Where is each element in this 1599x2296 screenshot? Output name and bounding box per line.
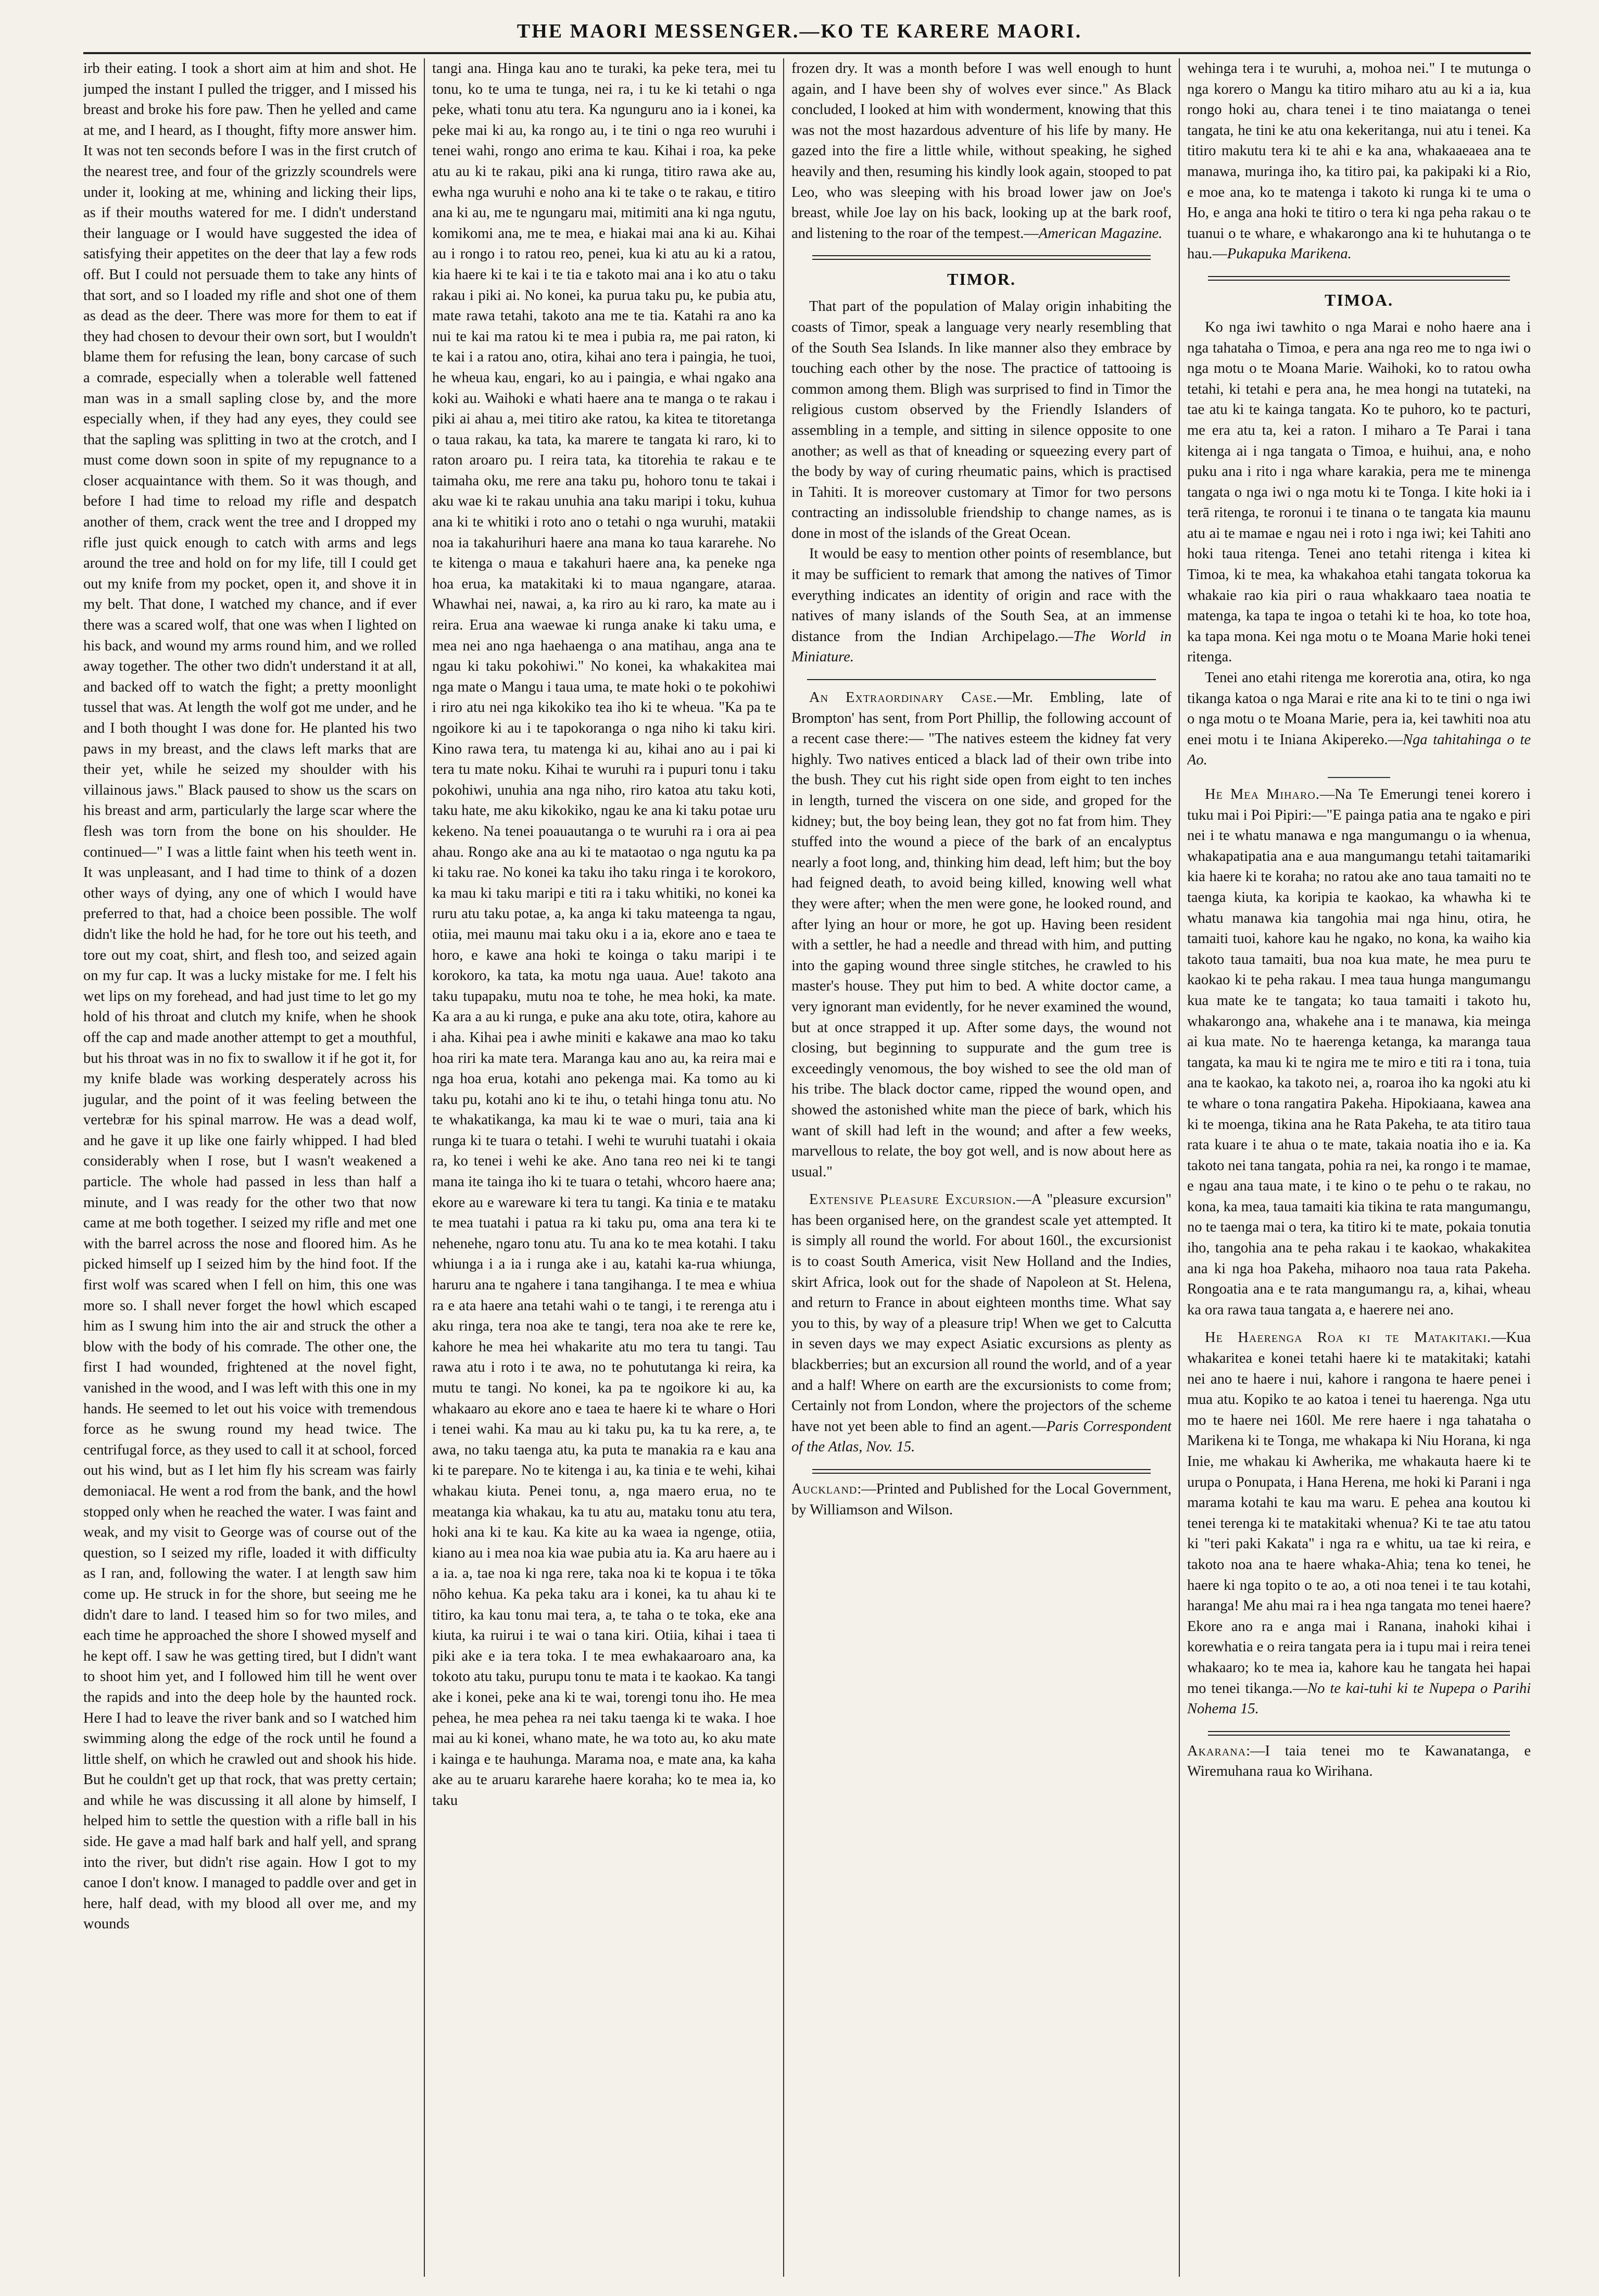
he-mea-miharo: He Mea Miharo.—Na Te Emerungi tenei korero i tuku mai i Poi Pipiri:—"E painga patia ana te ngako e piri nei i te whatu manawa e nga mangumangu o ia whenua, whakapatipatia ana e aua mangumangu tetahi taitamariki kia haere ki te koraha; no ratou ake ano taua tamaiti no te taenga kiuta, ka koripia te kaokao, ka whawha ki te whatu manawa kia tangohia mai nga hinu, otira, he tamaiti tuoi, kahore kau he ngako, no kona, ka waiho kia takoto taua tamaiti, bua noa kua mate, he mea puru te kaokao ki te peha rakau. I mea taua hunga mangumangu kua mate ke te tangata; ko taua tamaiti i takoto hu, whakarongo ana, whakehe ana i te manawa, kia meinga ai kua mate. No te haerenga ketanga, ka maranga taua tangata, ka mau ki te ngira me te miro e titi ra i tona, tuia ana te kaokao, ka takoto nei, a, roaroa iho ka ngoki atu ki te whare o tona rangatira Pakeha. Hipokiaana, kawea ana ki te moenga, tikina ana he Rata Pakeha, te ata titiro taua rata kuare i te ahua o te mate, takaia noatia iho e ia. Ka takoto nei tana tangata, pohia ra nei, ka rongo i te mamae, e ngau ana taua mate, i te kino o te pehu o te rakau, no kona, ka mea, taua tamaiti kia tikina te rata mangumangu, no te taenga mai o tera, ka titiro ki te mate, pokaia tonutia iho, tangohia ana te peha rakau i te kaokao, whakakitea ana ki nga hoa Pakeha, mihaoro noa taua rata Pakeha. Rongoatia ana e te rata mangumangu ra, a, kihai, wheau ka ora rawa taua tangata a, e haerere nei ano. — [1187, 786, 1531, 1318]
section-rule — [812, 255, 1151, 260]
column-1 — [83, 58, 417, 2277]
credit-pukapuka-marikena: Pukapuka Marikena. — [1227, 246, 1352, 262]
wolf-story-conclusion-maori: wehinga tera i te wuruhi, a, mohoa nei." I te mutunga o nga korero o Mangu ka titiro miharo atu au ki a ia, kua rongo hoki au, chara tenei i te tino maiatanga o tenei tangata, he tini ke atu ona kekeritanga, nui atu i tenei. Ka titiro makutu tera ki te ahi e ka ana, whakaaeaea ana te manawa, muringa iho, ka titiro pai, ka pakipaki ki a Rio, e moe ana, ko te matenga i takoto ki runga ki te uma o Ho, e anga ana hoki te titiro o tera ki nga peha rakau o te tuanui o te whare, e whakarongo ana ki te huhutanga o te hau.—Pukapuka Marikena. — [1187, 60, 1531, 262]
credit-world-in-miniature: The World in Miniature. — [791, 628, 1172, 666]
wolf-story-conclusion: frozen dry. It was a month before I was well enough to hunt again, and I have been shy of wolves ever since." As Black concluded, I looked at him with wonderment, knowing that this was not the most hazardous adventure of his life by many. He gazed into the fire a little while, without speaking, he sighed heavily and then, resuming his kindly look again, stooped to pat Leo, who was sleeping with his broad lower jaw on Joe's breast, while Joe lay on his back, looking up at the bark roof, and listening to the roar of the tempest.—American Magazine. — [791, 60, 1172, 242]
heading-timor: TIMOR. — [947, 270, 1016, 289]
column-separator-1 — [424, 58, 425, 2277]
he-haerenga-roa-title: He Haerenga Roa ki te Matakitaki. — [1205, 1329, 1492, 1346]
masthead: THE MAORI MESSENGER.—KO TE KARERE MAORI. — [517, 20, 1082, 42]
column-separator-2 — [783, 58, 784, 2277]
timoa-paragraph-2: Tenei ano etahi ritenga me korerotia ana, otira, ko nga tikanga katoa o nga Marai e rite ana ki to te tini o nga iwi o nga motu o te Moana Marie, pera ia, kei tawhiti noa atu enei motu i te Iniana Akipereko.—Nga tahitahinga o te Ao. — [1187, 670, 1531, 769]
he-mea-miharo-title: He Mea Miharo. — [1205, 786, 1320, 802]
section-rule — [807, 679, 1156, 680]
credit-american-magazine: American Magazine. — [1038, 225, 1163, 242]
pleasure-excursion: Extensive Pleasure Excursion.—A "pleasure excursion" has been organised here, on the grandest scale yet attempted. It is simply all round the world. For about 160l., the excursionist is to coast South America, visit New Holland and the Indies, skirt Africa, look out for the shade of Napoleon at St. Helena, and return to France in about eighteen months time. What say you to this, by way of a pleasure trip! When we get to Calcutta in seven days we may expect Asiatic excursions as plenty as blackberries; but an excursion all round the world, and of a year and a half! Where on earth are the excursionists to come from; Certainly not from London, where the projectors of the scheme have not yet been able to find an agent.—Paris Correspondent of the Atlas, Nov. 15. — [791, 1191, 1172, 1456]
section-rule — [1328, 777, 1390, 778]
extraordinary-case-title: An Extraordinary Case. — [809, 689, 998, 706]
wolf-story-maori: tangi ana. Hinga kau ano te turaki, ka peke tera, mei tu tonu, ko te uma te tunga, nei ra, i tu ke ki tetahi o nga peke, whati tonu atu tera. Ka ngunguru ano ia i konei, ka peke mai ki au, ka rongo au, i te tini o nga reo wuruhi i tenei wahi, rongo ano erima te kau. Kihai i roa, ka peke atu au ki te rakau, piki ana ki runga, titiro rawa ake au, ewha nga wuruhi e noho ana ki te take o te rakau, e titiro ana ki au, me te ngungaru mai, mitimiti ana ki nga ngutu, komikomi ana, me te mea, e hiakai mai ana ki au. Kihai au i rongo i to ratou reo, penei, kua ki atu au ki a ratou, kia haere ki te kai i te tia e takoto mai ana i ko atu o taku rakau i piki ai. No konei, ka purua taku pu, ke pubia atu, mate rawa tetahi, takoto ana me te tia. Katahi ra ano ka nui te kai ma ratou ki te mea i pubia ra, me pai raton, ki te kai i a ratou ano, otira, kihai ano tera i paingia, he tuoi, he wheua kau, engari, ko au i paingia, e whai ngako ana koki au. Waihoki e whati haere ana te manga o te rakau i piki ai ahau a, mei titiro ake ratou, ka kitea te titoretanga o taua rakau, ka tata, ka marere te tangata ki raro, ki to raton aroaro pu. I reira tata, ka titorehia te rakau e te taimaha oku, me rere ana taku pu, hohoro tonu te takai i aku wae ki te rakau unuhia ana taku maripi i toku, kuhua ana ki te whitiki i roto ano o tetahi o nga wuruhi, matakii noa ia takahurihuri haere ana mana ko taua kararehe. No te kitenga o maua e takahuri haere ana, ka peneke nga hoa erua, ka matakitaki ki to maua ngangare, ataraa. Whawhai nei, nawai, a, ka riro au ki raro, ka mate au i reira. Erua ana waewae ki runga anake ki taku uma, e mea nei ano nga haehaenga o ana matihau, anga ana te ngau ki taku pokohiwi." No konei, ka whakakitea mai nga mate o Mangu i taua uma, te mate hoki o te pokohiwi i riro atu nei nga kikokiko tea iho ki te wheua. "Ka pa te ngoikore ki au i te tapokoranga o nga niho ki taku kiri. Kino rawa tera, tu matenga ki au, kihai ano au i pai ki tera tu mate noku. Kihai te wuruhi ra i pupuri tonu i taku pokohiwi, unuhia ana nga niho, riro katoa atu taku koti, taku hate, me aku kikokiko, ngau ke ana ki taku potae uru kekeno. Na tenei poauautanga o te wuruhi ra i ora ai pea ahau. Rongo ake ana au ki te mataotao o nga ngutu ka pa ki taku rae. No konei ka taku iho taku ringa i te korokoro, ka mau ki taku maripi e titi ra i taku whitiki, no konei ka ruru atu taku potae, a, ka anga ki taku mateenga ta ngau, otiia, mei maunu mai taku oku i a ia, ekore ano e taea te horo, e kawe ana hoki te koinga o taku maripi i te korokoro, ka tata, ka motu nga uaua. Aue! takoto ana taku tupapaku, mutu noa te tohe, he mea hoki, ka mate. Ka ara a au ki runga, e puke ana aku tote, otira, kahore au i aha. Kihai pea i awhe miniti e kakawe ana mao ko taku hoa riri ka mate tera. Maranga kau ano au, ka reira mai e nga hoa erua, kotahi ano pekenga mai. Ka tomo au ki taku pu, kotahi ano ki te ihu, o tetahi hinga tonu atu. No te whakatikanga, ka mau ki te wae o muri, taia ana ki runga ki te tuara o tetahi. I wehi te wuruhi tuatahi i okaia ra, ko tenei i wehi ke ake. Ano tana reo nei ki te tangi mana ite tainga iho ki te tuara o tetahi, whcoro haere ana; ekore au e wareware ki tera tu tangi. Ka tinia e te mataku te mea tuatahi i patua ra ki taku pu, oma ana tera ki te nehenehe, ngaro tonu atu. Tu ana ko te mea kotahi. I taku whiunga i a ia i runga ake i au, katahi ka-rua whiunga, haruru ana te ngahere i tana tangihanga. I te mea e whiua ra e ata haere ana tetahi wahi o te tangi, i te rerenga atu i aku ringa, tera noa ake te tangi, tera noa ake te rere ke, kahore he mea hei whakarite atu mo tera tu tangi. Tau rawa atu i roto i te awa, no te pohututanga ki reira, ka mutu te tangi. No konei, ka pa te ngoikore ki au, ka whakaaro au ekore ano e taea te haere ki te whare o Hori i tenei wahi. Ka mau au ki taku pu, ka tu ka rere, a, te awa, no taku taenga atu, ka puta te manakia ra e kau ana ki te parepare. No te kitenga i au, ka tinia e te wehi, kihai whakau kiuta. Penei tonu, a, nga maero erua, no te meatanga kia whakau, ka tu atu au, mataku tonu atu tera, hoki ana ki te kau. Ka kite au ka waea ia ngenge, otiia, kiano au i mea noa kia wae pubia atu ia. Ka aru haere au i a ia. a, tae noa ki nga rere, taka noa ki te kopua i te tōka nōho kehua. Ka peka taku ara i konei, ka tu ahau ki te titiro, ka kau tonu mai tera, a, te taha o te toka, eke ana kiuta, ka ruirui i te wai o tana kiri. Otiia, kihai i taea ti piki ake e ia tera toka. I te mea ewhakaaroaro ana, ka tokoto atu taku, purupu tonu te mata i te kaokao. Ka tangi ake i konei, peke ana ki te wai, torengi tonu iho. He mea pehea, he mea pehea ra nei taku taenga ki te waka. I hoe mai au ki konei, whano mate, he wa toto au, ko aku mate i kainga e te hauhunga. Marama noa, e mate ana, ka kaha ake au te aruaru kararehe haere koraha; ko te mea ia, ko taku — [432, 60, 776, 1809]
section-rule — [1208, 1731, 1510, 1736]
credit-nga-tahitahinga: Nga tahitahinga o te Ao. — [1187, 731, 1531, 769]
column-3 — [791, 58, 1172, 2277]
he-haerenga-roa: He Haerenga Roa ki te Matakitaki.—Kua whakaritea e konei tetahi haere ki te matakitaki; katahi nei ano te haere i nui, kahore i rangona te haere penei i mua atu. Kopiko te ao katoa i tenei tu haerenga. Nga utu mo te haere nei 160l. Me rere haere i nga tahataha o Marikena ki te Tonga, me whakapa ki Niu Horana, ki nga Inie, me whakau ki Awherika, me whakauta haere ki te urupa o Ponupata, i Hana Herena, me hoki ki Parani i nga marama kotahi te kau ma waru. E pehea ana koutou ki tenei terenga ki te matakitaki whenua? Ki te tae atu tatou ki "teri paki Kakata" i nga ra e whitu, ua tae ki reira, e takoto noa ana te haere whaka-Ahia; tena ko tenei, he haere ki nga topito o te ao, a oti noa tenei i te tau kotahi, haranga! Me ahu mai ra i hea nga tangata mo tenei haere? Ekore ano ra e anga mai i Ranana, inahoki kihai i korewhatia e o reira tangata pera ia i tupu mai i reira tenei whakaaro; ko te mea ia, kahore kau he tangata hei hapai mo tenei tikanga.—No te kai-tuhi ki te Nupepa o Parihi Nohema 15. — [1187, 1329, 1531, 1717]
timor-paragraph-2: It would be easy to mention other points of resemblance, but it may be sufficient to remark that among the natives of Timor everything indicates an identity of origin and race with the natives of many islands of the South Sea, at an immense distance from the Indian Archipelago.—The World in Miniature. — [791, 546, 1172, 666]
credit-paris-correspondent: Paris Correspondent of the Atlas, Nov. 15. — [791, 1418, 1172, 1456]
heading-timoa: TIMOA. — [1325, 290, 1393, 309]
timor-paragraph-1: That part of the population of Malay origin inhabiting the coasts of Timor, speak a language very nearly resembling that of the South Sea Islands. In like manner also they embrace by touching each other by the nose. The practice of tattooing is common among them. Bligh was surprised to find in Timor the religious custom observed by the Friendly Islanders of assembling in a temple, and sitting in silence opposite to one another; as well as that of kneading or squeezing every part of the body by way of curing rheumatic pains, which is practised in Tahiti. It is moreover customary at Timor for two persons contracting an indissoluble friendship to change names, as is done in most of the islands of the Great Ocean. — [791, 298, 1172, 542]
masthead-rule — [83, 52, 1531, 54]
imprint-maori: Akarana:—I taia tenei mo te Kawanatanga, e Wiremuhana raua ko Wirihana. — [1187, 1742, 1531, 1780]
section-rule — [812, 1469, 1151, 1474]
column-2 — [432, 58, 776, 2277]
imprint-english: Auckland:—Printed and Published for the Local Government, by Williamson and Wilson. — [791, 1481, 1172, 1518]
column-4 — [1187, 58, 1531, 2277]
extraordinary-case: An Extraordinary Case.—Mr. Embling, late of Brompton' has sent, from Port Phillip, the following account of a recent case there:— "The natives esteem the kidney fat very highly. Two natives enticed a black lad of their own tribe into the bush. They cut his right side open from eight to ten inches in length, turned the viscera on one side, and groped for the kidney; but, the boy being lean, they got no fat from him. They stuffed into the wound a piece of the bark of an encalyptus nearly a foot long, and, thinking him dead, left him; but the boy had feigned death, to avoid being killed, knowing well what they were after; when the men were gone, he looked round, and after lying an hour or more, he got up. Having been resident with a settler, he had a needle and thread with him, and putting into the gaping wound three single stitches, he crawled to his master's house. They put him to bed. A white doctor came, a very ignorant man evidently, for he never examined the wound, but at once strapped it up. After some days, the wound not closing, but beginning to suppurate and the gum tree is exceedingly venomous, the boy wished to see the old man of his tribe. The black doctor came, ripped the wound open, and showed the astonished white man the piece of bark, which his want of skill had left in the wound; and after a few weeks, marvellous to relate, the boy got well, and is now about here as usual." — [791, 689, 1172, 1180]
credit-nupepa-o-parihi: No te kai-tuhi ki te Nupepa o Parihi Nohema 15. — [1187, 1680, 1531, 1717]
section-rule — [1208, 276, 1510, 281]
wolf-story-english: irb their eating. I took a short aim at him and shot. He jumped the instant I pulled the trigger, and I missed his breast and broke his fore paw. Then he yelled and came at me, and I heard, as I thought, fifty more answer him. It was not ten seconds before I was in the first crutch of the nearest tree, and four of the grizzly scoundrels were under it, looking at me, whining and licking their lips, as if their mouths watered for me. I didn't understand their language or I would have suggested the idea of satisfying their appetites on the deer that lay a few rods off. But I could not persuade them to take any hints of that sort, and so I loaded my rifle and shot one of them as dead as the deer. There was more for them to eat if they had chosen to devour their own sort, but I wouldn't blame them for refusing the lean, bony carcase of such a comrade, especially when a tolerable well fattened man was in a small sapling close by, and the more especially when, if they had any eyes, they could see that the sapling was splitting in two at the crotch, and I must come down soon in spite of my repugnance to a closer acquaintance with them. So it was though, and before I had time to reload my rifle and despatch another of them, crack went the tree and I dropped my rifle just quick enough to catch with arms and legs around the tree and hold on for my life, till I could get out my knife from my pocket, open it, and shove it in my belt. That done, I watched my chance, and if ever there was a scared wolf, that one was when I lighted on his back, and wound my arms round him, and we rolled away together. The other two didn't understand it at all, and backed off to watch the fight; a pretty moonlight tussel that was. At length the wolf got me under, and he and I both thought I was done for. He planted his two paws in my breast, and the claws left marks that are their yet, while he seized my shoulder with his villainous jaws." Black paused to show us the scars on his breast and arm, particularly the large scar where the flesh was torn from the bone on his shoulder. He continued—" I was a little faint when his teeth went in. It was unpleasant, and I had time to think of a dozen other ways of dying, any one of which I would have preferred to that, had a choice been possible. The wolf didn't like the hold he had, for he tore out his teeth, and tore out my coat, shirt, and flesh too, and seized again on my fur cap. It was a lucky mistake for me. I felt his wet lips on my forehead, and had just time to let go my hold of his throat and clutch my knife, when he shook off the cap and made another attempt to get a mouthful, but his throat was in no fix to swallow it if he got it, for my knife blade was working desperately across his jugular, and the point of it was feeling between the vertebræ for his spinal marrow. He was a dead wolf, and he gave it up like one fairly whipped. I had bled considerably when I rose, but I wasn't weakened a particle. The whole had passed in less than half a minute, and I was ready for the other two that now came at me both together. I seized my rifle and met one with the barrel across the nose and floored him. As he picked himself up I seized him by the hind foot. If the first wolf was scared when I fell on him, this one was more so. I shall never forget the howl which escaped him as I swung him into the air and struck the other a blow with the body of his comrade. The other one, the first I had wounded, frightened at the novel fight, vanished in the wood, and I was left with this one in my hands. He seemed to let out his voice with tremendous force as he swung round my head twice. The centrifugal force, as they used to call it at school, forced out his wind, but as I let him fly his scream was fairly demoniacal. He went a rod from the bank, and the howl stopped only when he reached the water. I was faint and weak, and my visit to George was of course out of the question, so I seized my rifle, loaded it with difficulty as I ran, and, following the water. I at length saw him come up. He struck in for the shore, but seeing me he didn't dare to land. I teased him so for two miles, and each time he approached the shore I showed myself and he kept off. I saw he was getting tired, but I didn't want to shoot him yet, and I followed him till he went over the rapids and into the deep hole by the haunted rock. Here I had to leave the river bank and so I watched him swimming along the edge of the rock until he found a little shelf, on which he crawled out and shook his hide. But he couldn't get up that rock, that was pretty certain; and while he was discussing it all alone by himself, I helped him to settle the question with a rifle ball in his side. He gave a mad half bark and half yell, and sprang into the river, but didn't rise again. How I got to my canoe I don't know. I managed to paddle over and get in here, half dead, with my blood all over me, and my wounds — [83, 60, 417, 1933]
timoa-paragraph-1: Ko nga iwi tawhito o nga Marai e noho haere ana i nga tahataha o Timoa, e pera ana nga reo me to nga iwi o nga motu o te Moana Marie. Waihoki, ko to ratou owha tetahi, ki tetahi e pera ana, he mea hongi na tutateki, na tae atu ki te kainga tangata. Ko te puhoro, ko te pacturi, me era atu ta, kei a raton. I miharo a Te Parai i tana kitenga ai i nga tangata o Timoa, e huihui, ana, e noho puku ana i rito i nga whare karakia, pera me te minenga tangata o nga iwi o nga motu ki te Tonga. I kite hoki ia i terā ritenga, te roronui i te tinana o te tangata kia maunu atu ai te mamae e ngau nei i roto i nga iwi; kei Tahiti ano hoki taua ritenga. Tenei ano tetahi ritenga i kitea ki Timoa, ki te mea, ka whakahoa etahi tangata tokorua ka whakaie rao kia piri o raua whakkaaro taea noatia te matenga, ka tapa te ingoa o tetahi ki te hoa, ko tote hoa, ka tapa mona. Kei nga motu o te Moana Marie hoki tenei ritenga. — [1187, 319, 1531, 666]
column-separator-3 — [1179, 58, 1180, 2277]
pleasure-excursion-title: Extensive Pleasure Excursion. — [809, 1191, 1017, 1208]
